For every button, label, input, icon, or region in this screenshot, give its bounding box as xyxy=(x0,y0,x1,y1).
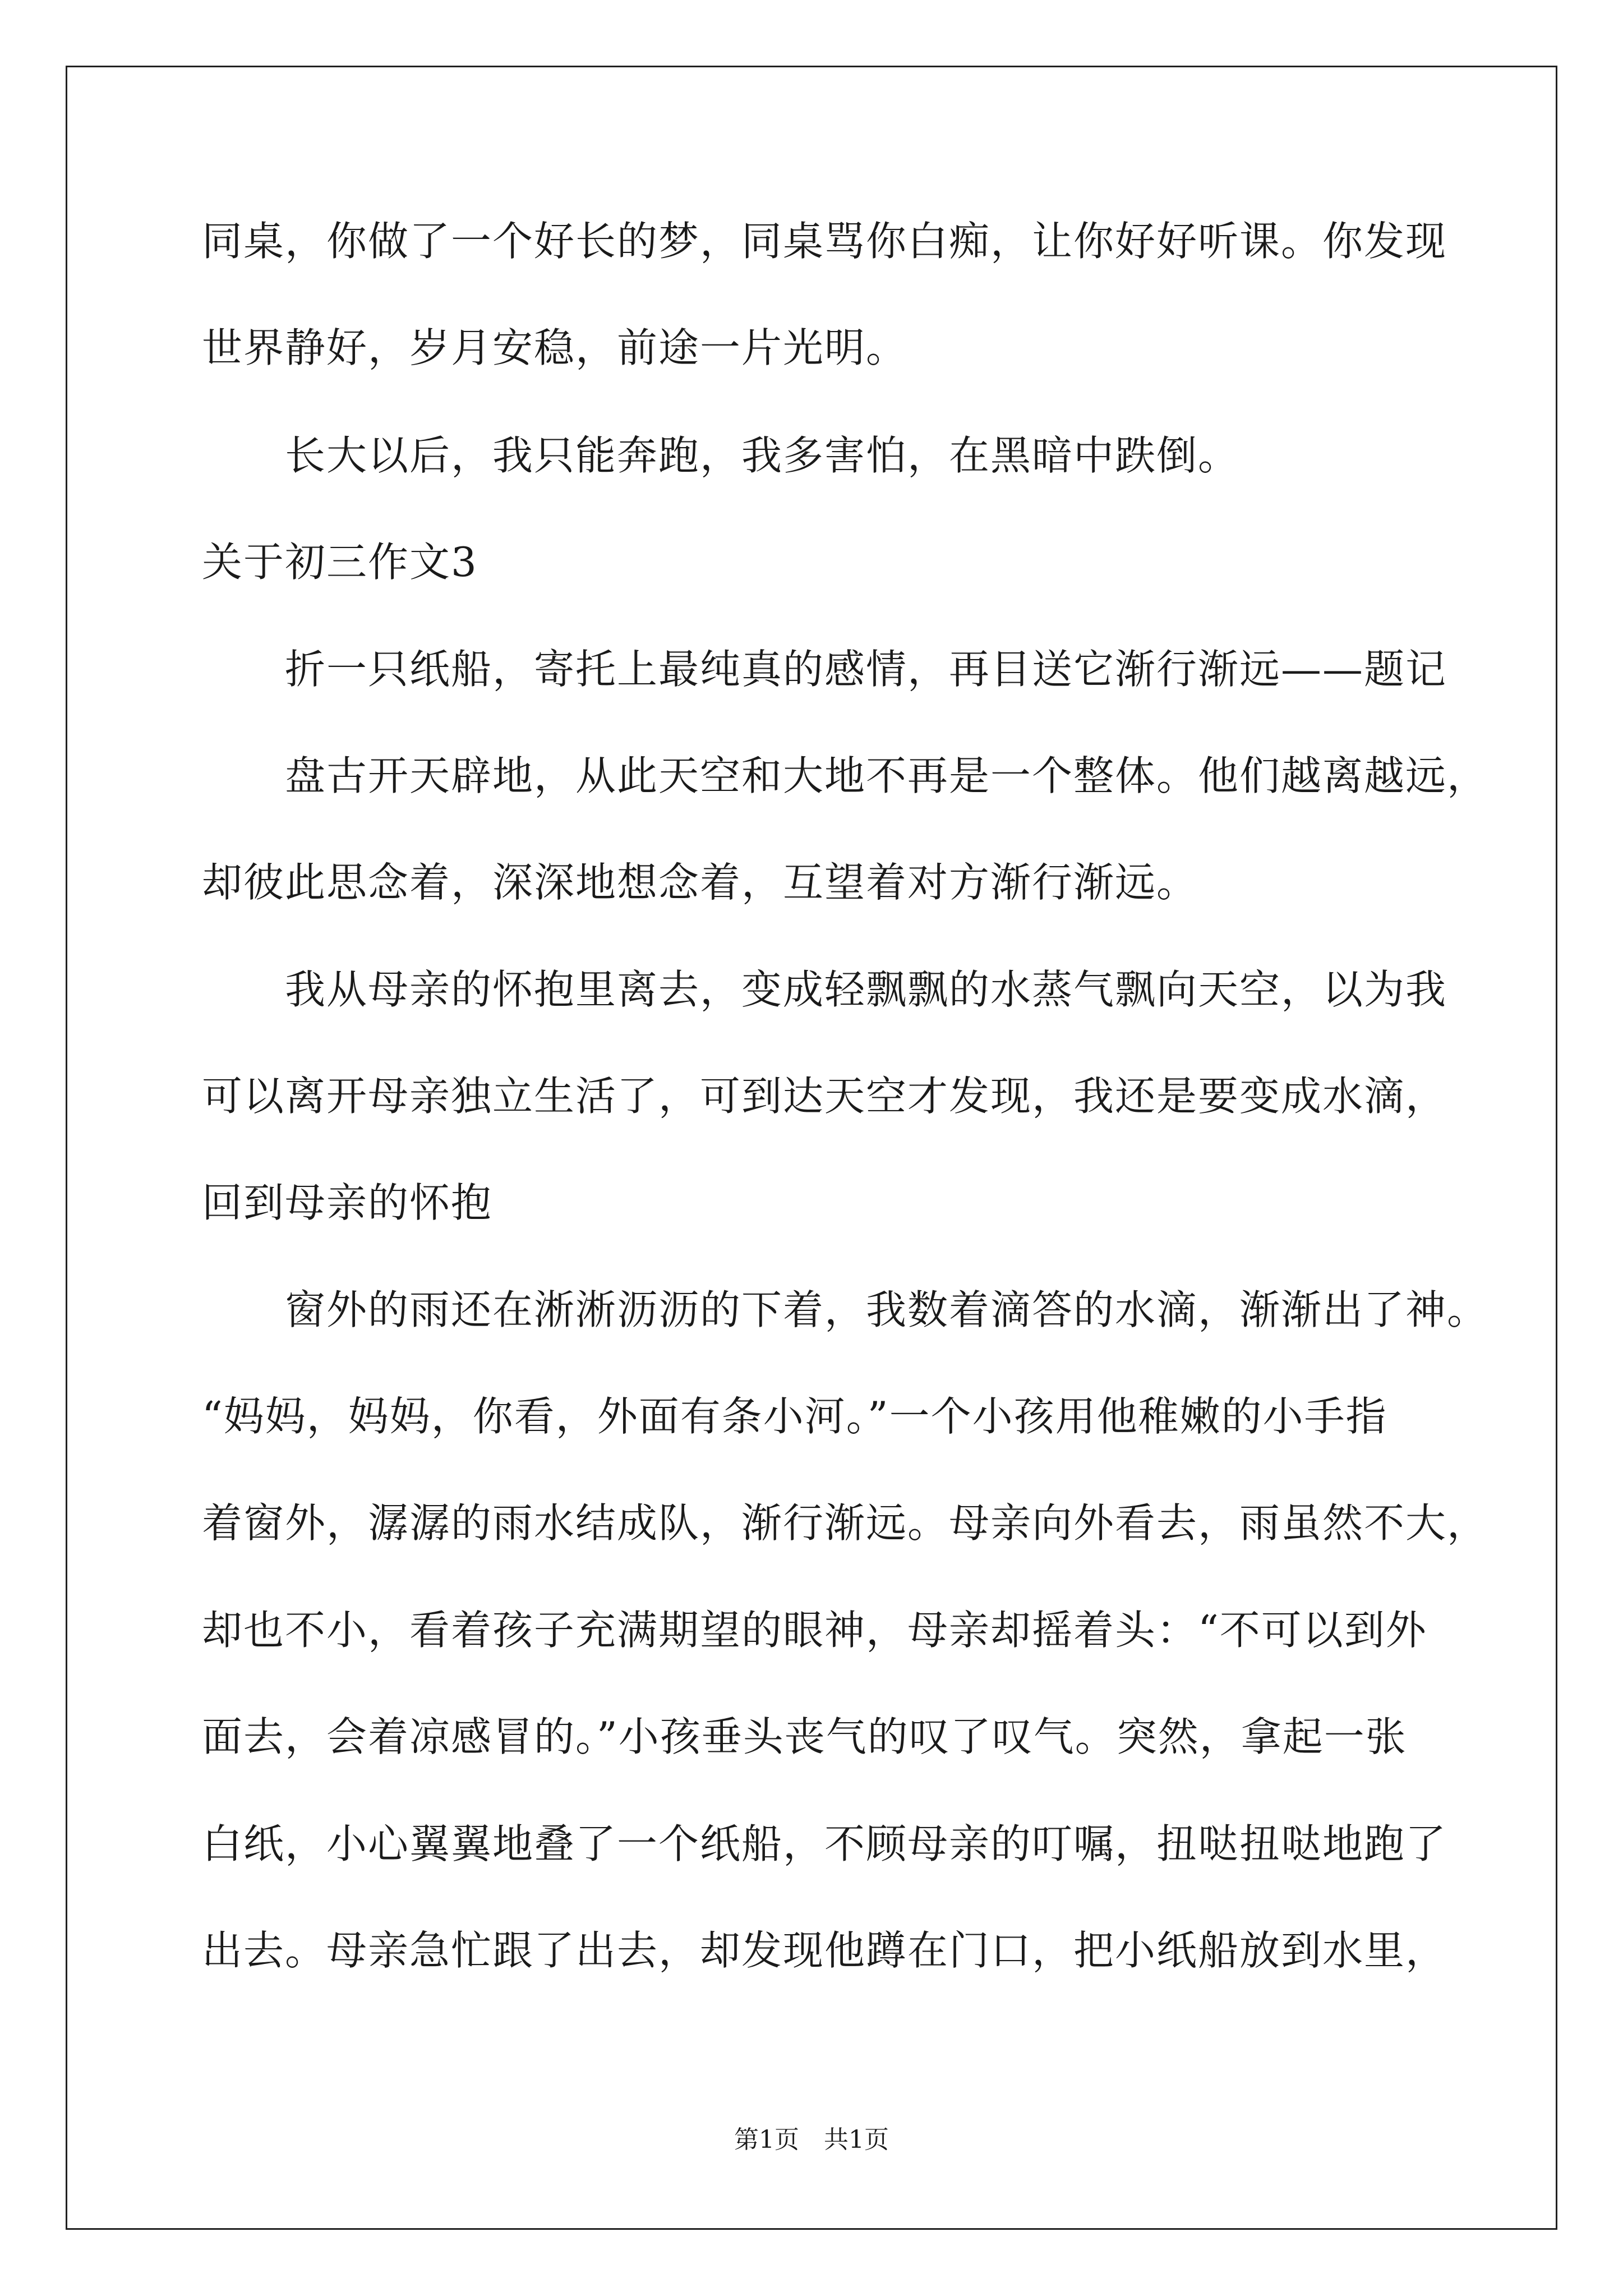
text-line: 盘古开天辟地，从此天空和大地不再是一个整体。他们越离越远， xyxy=(202,752,1489,799)
text-line: 长大以后，我只能奔跑，我多害怕，在黑暗中跌倒。 xyxy=(202,432,1240,479)
section-heading: 关于初三作文3 xyxy=(202,539,478,586)
text-line: 可以离开母亲独立生活了，可到达天空才发现，我还是要变成水滴， xyxy=(202,1073,1447,1120)
text-line: 却也不小，看着孩子充满期望的眼神，母亲却摇着头：“不可以到外 xyxy=(202,1607,1427,1654)
text-line: 世界静好，岁月安稳，前途一片光明。 xyxy=(202,324,908,371)
page-frame xyxy=(66,66,1557,2230)
text-line: “妈妈，妈妈，你看，外面有条小河。”一个小孩用他稚嫩的小手指 xyxy=(202,1393,1387,1440)
text-line: 却彼此思念着，深深地想念着，互望着对方渐行渐远。 xyxy=(202,859,1198,906)
text-line: 着窗外，潺潺的雨水结成队，渐行渐远。母亲向外看去，雨虽然不大， xyxy=(202,1499,1489,1547)
text-line: 折一只纸船，寄托上最纯真的感情，再目送它渐行渐远——题记 xyxy=(202,646,1447,693)
text-line: 回到母亲的怀抱 xyxy=(202,1179,493,1226)
text-line: 我从母亲的怀抱里离去，变成轻飘飘的水蒸气飘向天空，以为我 xyxy=(202,966,1447,1013)
text-line: 同桌，你做了一个好长的梦，同桌骂你白痴，让你好好听课。你发现 xyxy=(202,218,1447,265)
text-line: 面去，会着凉感冒的。”小孩垂头丧气的叹了叹气。突然，拿起一张 xyxy=(202,1713,1407,1760)
text-line: 出去。母亲急忙跟了出去，却发现他蹲在门口，把小纸船放到水里， xyxy=(202,1927,1447,1974)
text-line: 白纸，小心翼翼地叠了一个纸船，不顾母亲的叮嘱，扭哒扭哒地跑了 xyxy=(202,1820,1447,1867)
page-number-footer: 第1页 共1页 xyxy=(734,2125,889,2154)
text-line: 窗外的雨还在淅淅沥沥的下着，我数着滴答的水滴，渐渐出了神。 xyxy=(202,1286,1489,1333)
